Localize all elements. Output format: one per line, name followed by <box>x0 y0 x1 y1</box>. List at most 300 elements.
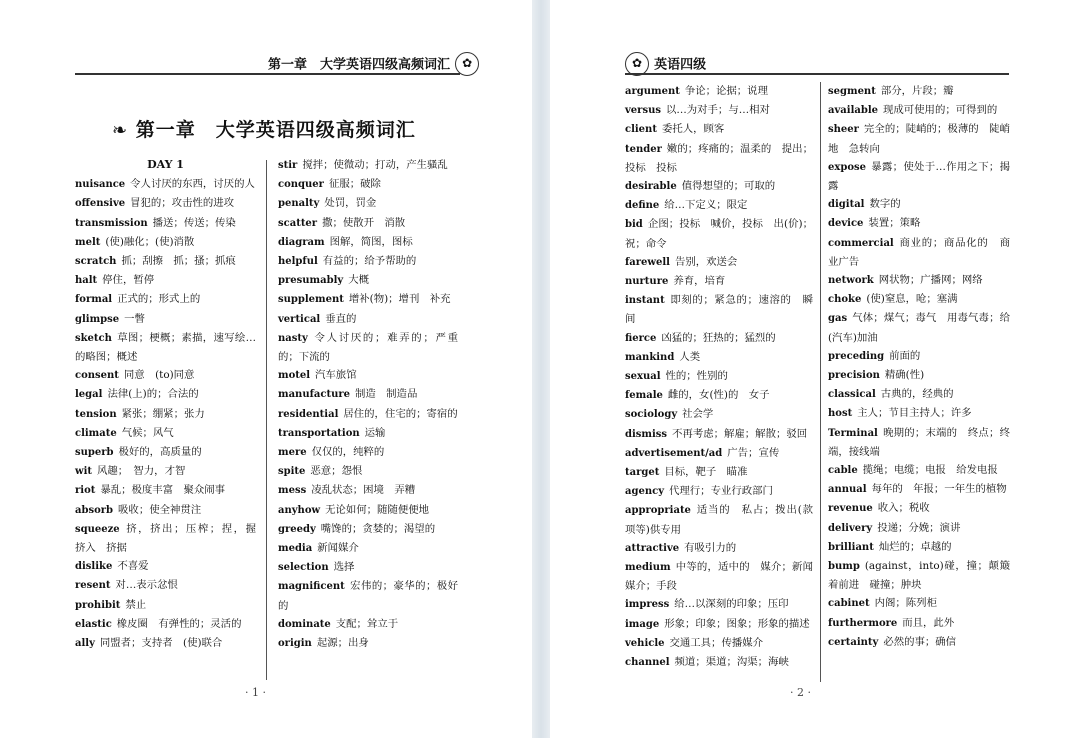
vocab-entry <box>278 634 458 653</box>
vocab-definition: 居住的，住宅的；寄宿的 <box>343 407 458 420</box>
vocab-word: delivery <box>828 522 873 534</box>
left-column-1 <box>75 156 267 653</box>
vocab-entry <box>75 175 256 194</box>
vocab-word: transportation <box>278 427 360 439</box>
vocab-word: appropriate <box>625 505 691 517</box>
vocab-entry <box>828 271 1010 290</box>
vocab-definition: 以…为对手；与…相对 <box>665 104 770 117</box>
vocab-word: cabinet <box>828 598 870 610</box>
vocab-definition: 揽绳；电缆；电报 给发电报 <box>862 464 998 477</box>
vocab-definition: 适当的 私占；拨出(款项等)供专用 <box>625 504 813 536</box>
vocab-word: target <box>625 467 660 479</box>
vocab-entry <box>75 443 256 462</box>
vocab-word: device <box>828 218 864 230</box>
vocab-word: riot <box>75 485 96 497</box>
vocab-entry <box>828 82 1010 101</box>
vocab-entry <box>625 405 813 424</box>
vocab-definition: 同意 (to)同意 <box>123 369 195 382</box>
vocab-definition: 给…以深刻的印象；压印 <box>674 598 789 611</box>
vocab-entry <box>828 633 1010 652</box>
vocab-definition: 广告；宣传 <box>727 446 780 459</box>
vocab-definition: 不再考虑；解雇；解散；驳回 <box>672 427 808 440</box>
vocab-entry <box>278 481 458 500</box>
vocab-entry <box>828 214 1010 233</box>
vocab-definition: 嘴馋的；贪婪的；渴望的 <box>320 522 436 535</box>
vocab-definition: 中等的，适中的 媒介；新闻媒介；手段 <box>625 561 813 593</box>
vocab-word: superb <box>75 447 114 459</box>
vocab-word: penalty <box>278 198 320 210</box>
vocab-entry <box>625 101 813 120</box>
vocab-word: motel <box>278 370 311 382</box>
vocab-entry <box>625 140 813 177</box>
vocab-definition: 气体；煤气；毒气 用毒气毒；给(汽车)加油 <box>828 312 1010 344</box>
vocab-word: tender <box>625 143 662 155</box>
vocab-word: versus <box>625 105 661 117</box>
vocab-definition: 前面的 <box>889 349 921 362</box>
vocab-entry <box>278 385 458 404</box>
vocab-word: wit <box>75 466 93 478</box>
vocab-entry <box>828 385 1010 404</box>
vocab-entry <box>278 310 458 329</box>
vocab-word: image <box>625 618 660 630</box>
vocab-entry <box>278 290 458 309</box>
vocab-definition: 抓；刮擦 抓；搔；抓痕 <box>121 255 236 268</box>
vocab-definition: 社会学 <box>682 408 714 421</box>
vocab-definition: (against，into)碰，撞；颠簸着前进 碰撞；肿块 <box>828 560 1010 592</box>
vocab-entry <box>75 634 256 653</box>
vocab-entry <box>278 424 458 443</box>
vocab-definition: 令人讨厌的；难弄的；严重的；下流的 <box>278 331 458 364</box>
vocab-entry <box>828 120 1010 157</box>
vocab-word: vehicle <box>625 637 665 649</box>
vocab-definition: 每年的 年报；一年生的植物 <box>871 483 1007 496</box>
vocab-definition: 令人讨厌的东西，讨厌的人 <box>130 178 255 191</box>
vocab-definition: 给…下定义；限定 <box>664 199 748 212</box>
vocab-definition: 委托人，顾客 <box>661 123 725 136</box>
header-rule <box>625 73 1009 75</box>
day-heading: DAY 1 <box>147 158 184 171</box>
vocab-entry <box>625 348 813 367</box>
vocab-word: network <box>828 275 874 287</box>
vocab-entry <box>625 367 813 386</box>
vocab-word: consent <box>75 370 119 382</box>
vocab-entry <box>625 386 813 405</box>
vocab-word: glimpse <box>75 313 120 325</box>
vocab-definition: 嫩的；疼痛的；温柔的 提出；投标 投标 <box>625 142 813 174</box>
vocab-entry <box>278 233 458 252</box>
vocab-word: selection <box>278 562 329 574</box>
vocab-entry <box>828 519 1010 538</box>
vocab-word: gas <box>828 313 848 325</box>
vocab-definition: 频道；渠道；沟渠；海峡 <box>674 656 789 669</box>
vocab-entry <box>828 195 1010 214</box>
vocab-definition: 装置；策略 <box>868 217 921 230</box>
vocab-entry <box>75 462 256 481</box>
vocab-word: channel <box>625 657 670 669</box>
vocab-definition: 争论；论据；说理 <box>684 85 768 97</box>
vocab-entry <box>278 214 458 233</box>
vocab-entry <box>625 253 813 272</box>
vocab-definition: 而且，此外 <box>902 616 955 629</box>
vocab-word: sociology <box>625 409 678 421</box>
vocab-entry <box>625 653 813 672</box>
vocab-word: sketch <box>75 332 112 344</box>
vocab-definition: 仅仅的，纯粹的 <box>311 446 385 459</box>
right-page <box>550 0 1080 738</box>
vocab-definition: 搅拌；使微动；打动，产生骚乱 <box>302 159 448 171</box>
book-logo-icon: ✿ <box>625 52 649 76</box>
vocab-definition: 性的；性别的 <box>665 370 728 383</box>
chapter-title-text: 第一章 大学英语四级高频词汇 <box>135 119 416 141</box>
vocab-definition: 挤，挤出；压榨；捏，握 挤入 挤据 <box>75 522 267 555</box>
vocab-entry <box>828 101 1010 120</box>
vocab-word: female <box>625 390 663 402</box>
vocab-word: halt <box>75 275 98 287</box>
vocab-definition: 橡皮圈 有弹性的；灵活的 <box>116 617 242 630</box>
vocab-definition: 商业的；商品化的 商业广告 <box>828 236 1010 268</box>
vocab-entry <box>625 558 813 595</box>
vocab-entry <box>75 310 256 329</box>
vocab-entry <box>75 290 256 309</box>
vocab-definition: 选择 <box>333 561 355 574</box>
vocab-entry <box>75 233 256 252</box>
vocab-definition: 运输 <box>364 426 386 439</box>
vocab-word: furthermore <box>828 617 898 629</box>
vocab-definition: 凌乱状态；困境 弄糟 <box>311 484 416 497</box>
vocab-definition: 征服；破除 <box>328 178 381 191</box>
vocab-word: farewell <box>625 256 670 268</box>
vocab-entry <box>625 501 813 538</box>
vocab-definition: 代理行；专业行政部门 <box>669 485 773 498</box>
vocab-definition: 草图；梗概；素描，速写绘…的略图；概述 <box>75 331 256 364</box>
vocab-definition: 数字的 <box>869 198 901 211</box>
vocab-entry <box>278 156 458 175</box>
vocab-definition: 完全的；陡峭的；极薄的 陡峭地 急转向 <box>828 123 1010 155</box>
vocab-word: available <box>828 105 878 117</box>
vocab-entry <box>278 520 458 539</box>
vocab-entry <box>625 615 813 634</box>
vocab-entry <box>828 461 1010 480</box>
vocab-definition: 网状物；广播网；网络 <box>878 274 983 287</box>
vocab-entry <box>625 82 813 101</box>
vocab-definition: 支配；耸立于 <box>335 617 399 630</box>
vocab-definition: 暴露；使处于…作用之下；揭露 <box>828 160 1010 193</box>
vocab-word: formal <box>75 294 113 306</box>
vocab-word: segment <box>828 86 876 97</box>
vocab-word: melt <box>75 236 101 248</box>
right-column-2 <box>828 82 1010 652</box>
vocab-word: commercial <box>828 237 894 249</box>
vocab-word: advertisement/ad <box>625 447 723 459</box>
vocab-entry <box>828 347 1010 366</box>
vocab-word: desirable <box>625 181 677 193</box>
vocab-definition: 对…表示忿恨 <box>115 579 178 592</box>
vocab-definition: (使)窒息，呛；塞满 <box>866 293 958 306</box>
vocab-definition: 图解，简图，图标 <box>329 235 413 248</box>
vocab-definition: 凶猛的；狂热的；猛烈的 <box>661 331 776 344</box>
vocab-definition: 交通工具；传播媒介 <box>669 636 764 649</box>
vocab-word: ally <box>75 638 95 650</box>
vocab-word: vertical <box>278 313 321 325</box>
vocab-word: nasty <box>278 332 308 344</box>
vocab-definition: 正式的；形式上的 <box>117 293 201 306</box>
vocab-word: classical <box>828 389 876 401</box>
vocab-entry <box>828 290 1010 309</box>
vocab-word: brilliant <box>828 541 874 553</box>
vocab-entry <box>828 594 1010 613</box>
vocab-definition: 晚期的；末端的 终点；终端，接线端 <box>828 426 1010 458</box>
vocab-word: instant <box>625 295 665 307</box>
chapter-title <box>112 115 416 142</box>
vocab-entry <box>75 252 256 271</box>
vocab-word: annual <box>828 484 867 496</box>
vocab-word: transmission <box>75 217 148 229</box>
vocab-word: magnificent <box>278 581 345 593</box>
vocab-entry <box>75 596 256 615</box>
vocab-word: precision <box>828 370 880 382</box>
vocab-entry <box>625 425 813 444</box>
vocab-word: medium <box>625 562 671 574</box>
vocab-word: nurture <box>625 276 669 288</box>
vocab-definition: 形象；印象；图象；形象的描述 <box>664 617 810 630</box>
vocab-definition: 吸收；使全神贯注 <box>118 503 202 516</box>
vocab-definition: 值得想望的；可取的 <box>681 180 776 193</box>
vocab-definition: 紧张；绷紧；张力 <box>121 407 205 420</box>
vocab-word: media <box>278 543 313 555</box>
vocab-entry <box>625 272 813 291</box>
vocab-word: residential <box>278 408 339 420</box>
vocab-definition: 无论如何；随随便便地 <box>325 503 430 516</box>
vocab-word: dominate <box>278 618 331 630</box>
vocab-entry <box>278 443 458 462</box>
vocab-entry <box>278 329 458 366</box>
vocab-entry <box>625 177 813 196</box>
vocab-definition: 部分，片段；瓣 <box>880 85 954 97</box>
vocab-word: cable <box>828 465 858 477</box>
vocab-word: mere <box>278 447 307 459</box>
vocab-word: climate <box>75 427 117 439</box>
column-divider <box>266 160 267 680</box>
running-header <box>625 52 706 74</box>
book-gutter <box>532 0 550 738</box>
vocab-entry <box>278 462 458 481</box>
header-rule <box>75 73 460 75</box>
vocab-entry <box>278 405 458 424</box>
vocab-word: nuisance <box>75 179 126 191</box>
vocab-definition: 雌的，女(性)的 女子 <box>667 389 770 402</box>
vocab-entry <box>75 424 256 443</box>
vocab-definition: 目标，靶子 瞄准 <box>664 466 748 479</box>
vocab-entry <box>278 539 458 558</box>
vocab-entry <box>828 309 1010 346</box>
vocab-entry <box>75 615 256 634</box>
vocab-word: sheer <box>828 124 859 136</box>
vocab-entry <box>278 252 458 271</box>
vocab-entry <box>828 614 1010 633</box>
vocab-word: client <box>625 124 657 136</box>
vocab-entry <box>75 557 256 576</box>
vocab-entry <box>278 577 458 614</box>
vocab-word: bump <box>828 561 860 573</box>
vocab-word: manufacture <box>278 389 350 401</box>
vocab-word: diagram <box>278 236 325 248</box>
vocab-entry <box>75 329 256 366</box>
vocab-definition: 极好的，高质量的 <box>118 446 202 459</box>
vocab-word: anyhow <box>278 504 321 516</box>
vocab-definition: 主人；节目主持人；许多 <box>857 407 972 420</box>
vocab-definition: 古典的，经典的 <box>880 388 954 401</box>
left-column-2 <box>278 156 458 653</box>
vocab-word: scratch <box>75 256 117 268</box>
vocab-definition: 撒；使散开 消散 <box>322 216 406 229</box>
vocab-word: expose <box>828 161 866 173</box>
vocab-definition: 同盟者；支持者 (使)联合 <box>99 637 223 650</box>
vocab-entry <box>828 234 1010 271</box>
vocab-word: legal <box>75 389 103 401</box>
book-logo-icon: ✿ <box>455 52 479 76</box>
leaf-icon: ❧ <box>112 120 129 141</box>
column-divider <box>820 82 821 682</box>
vocab-word: dismiss <box>625 428 668 440</box>
vocab-definition: 灿烂的；卓越的 <box>878 540 952 553</box>
vocab-entry <box>278 271 458 290</box>
vocab-entry <box>625 463 813 482</box>
vocab-word: mess <box>278 485 307 497</box>
running-header <box>268 52 479 74</box>
vocab-word: Terminal <box>828 427 878 439</box>
vocab-word: attractive <box>625 542 680 554</box>
vocab-entry <box>828 404 1010 423</box>
vocab-word: agency <box>625 486 665 498</box>
vocab-definition: 一瞥 <box>124 312 145 325</box>
vocab-definition: 人类 <box>679 350 701 363</box>
vocab-definition: 投递；分娩；演讲 <box>877 521 961 534</box>
vocab-definition: 必然的事；确信 <box>883 635 957 648</box>
vocab-word: stir <box>278 160 298 171</box>
vocab-definition: 播送；传送；传染 <box>152 216 236 229</box>
vocab-definition: 法律(上)的；合法的 <box>107 388 199 401</box>
vocab-entry <box>625 215 813 252</box>
vocab-word: presumably <box>278 275 344 287</box>
vocab-entry <box>75 520 267 557</box>
vocab-definition: 增补(物)；增刊 补充 <box>348 293 451 306</box>
vocab-entry <box>278 558 458 577</box>
vocab-word: spite <box>278 466 306 478</box>
vocab-word: resent <box>75 580 111 592</box>
vocab-word: squeeze <box>75 523 120 535</box>
vocab-entry <box>828 480 1010 499</box>
vocab-entry <box>625 595 813 614</box>
vocab-entry <box>625 482 813 501</box>
vocab-entry <box>75 194 256 213</box>
vocab-word: argument <box>625 86 680 97</box>
vocab-word: choke <box>828 294 862 306</box>
vocab-word: certainty <box>828 636 879 648</box>
page-number: · 2 · <box>790 686 811 699</box>
vocab-entry <box>278 501 458 520</box>
vocab-definition: 宏伟的；豪华的；极好的 <box>278 580 458 612</box>
vocab-entry <box>828 158 1010 195</box>
vocab-word: absorb <box>75 504 114 516</box>
vocab-entry <box>625 120 813 139</box>
vocab-definition: 冒犯的；攻击性的进攻 <box>130 197 235 210</box>
vocab-word: tension <box>75 408 117 420</box>
vocab-entry <box>625 291 813 328</box>
vocab-definition: 制造 制造品 <box>355 388 418 401</box>
vocab-definition: 垂直的 <box>325 312 357 325</box>
vocab-entry <box>75 214 256 233</box>
vocab-definition: 禁止 <box>125 598 147 611</box>
vocab-word: elastic <box>75 618 112 630</box>
vocab-entry <box>75 501 256 520</box>
vocab-entry <box>625 444 813 463</box>
vocab-word: host <box>828 408 853 420</box>
vocab-entry <box>278 366 458 385</box>
vocab-definition: 起源；出身 <box>316 637 369 650</box>
vocab-definition: 新闻媒介 <box>317 542 359 555</box>
vocab-word: greedy <box>278 523 316 535</box>
vocab-definition: 停住，暂停 <box>102 274 155 287</box>
vocab-entry <box>75 405 256 424</box>
vocab-entry <box>828 499 1010 518</box>
vocab-word: digital <box>828 199 865 211</box>
page-number: · 1 · <box>245 686 266 699</box>
vocab-word: bid <box>625 219 643 231</box>
vocab-entry <box>625 634 813 653</box>
vocab-entry <box>828 538 1010 557</box>
vocab-definition: 即刻的；紧急的；速溶的 瞬间 <box>625 294 813 326</box>
left-page <box>0 0 532 738</box>
vocab-word: helpful <box>278 256 318 268</box>
vocab-word: supplement <box>278 294 344 306</box>
vocab-entry <box>278 175 458 194</box>
vocab-entry <box>75 576 256 595</box>
vocab-entry <box>75 385 256 404</box>
vocab-entry <box>828 366 1010 385</box>
vocab-definition: 精确(性) <box>884 369 925 382</box>
vocab-word: preceding <box>828 350 885 362</box>
vocab-definition: (使)融化；(使)消散 <box>105 235 195 248</box>
vocab-definition: 汽车旅馆 <box>315 369 357 382</box>
vocab-word: revenue <box>828 503 873 515</box>
vocab-definition: 告别，欢送会 <box>674 255 738 268</box>
vocab-entry <box>828 557 1010 594</box>
vocab-entry <box>625 539 813 558</box>
vocab-entry <box>278 194 458 213</box>
vocab-word: scatter <box>278 217 318 229</box>
vocab-definition: 风趣； 智力，才智 <box>97 465 186 478</box>
vocab-entry <box>75 366 256 385</box>
running-header-title: 第一章 大学英语四级高频词汇 <box>268 57 451 73</box>
vocab-word: origin <box>278 638 312 650</box>
vocab-definition: 气候；风气 <box>121 426 174 439</box>
vocab-definition: 不喜爱 <box>117 560 149 573</box>
vocab-definition: 有益的；给予帮助的 <box>322 255 417 268</box>
vocab-word: dislike <box>75 561 113 573</box>
vocab-entry <box>828 424 1010 461</box>
vocab-entry <box>625 196 813 215</box>
vocab-entry <box>75 481 256 500</box>
right-column-1 <box>625 82 813 672</box>
vocab-word: conquer <box>278 179 324 191</box>
vocab-definition: 有吸引力的 <box>684 541 737 554</box>
vocab-definition: 恶意；怨恨 <box>310 465 363 478</box>
vocab-definition: 内阁；陈列柜 <box>874 597 937 610</box>
vocab-word: mankind <box>625 351 675 363</box>
vocab-entry <box>625 329 813 348</box>
vocab-definition: 现成可使用的；可得到的 <box>883 104 998 117</box>
vocab-word: impress <box>625 599 670 611</box>
